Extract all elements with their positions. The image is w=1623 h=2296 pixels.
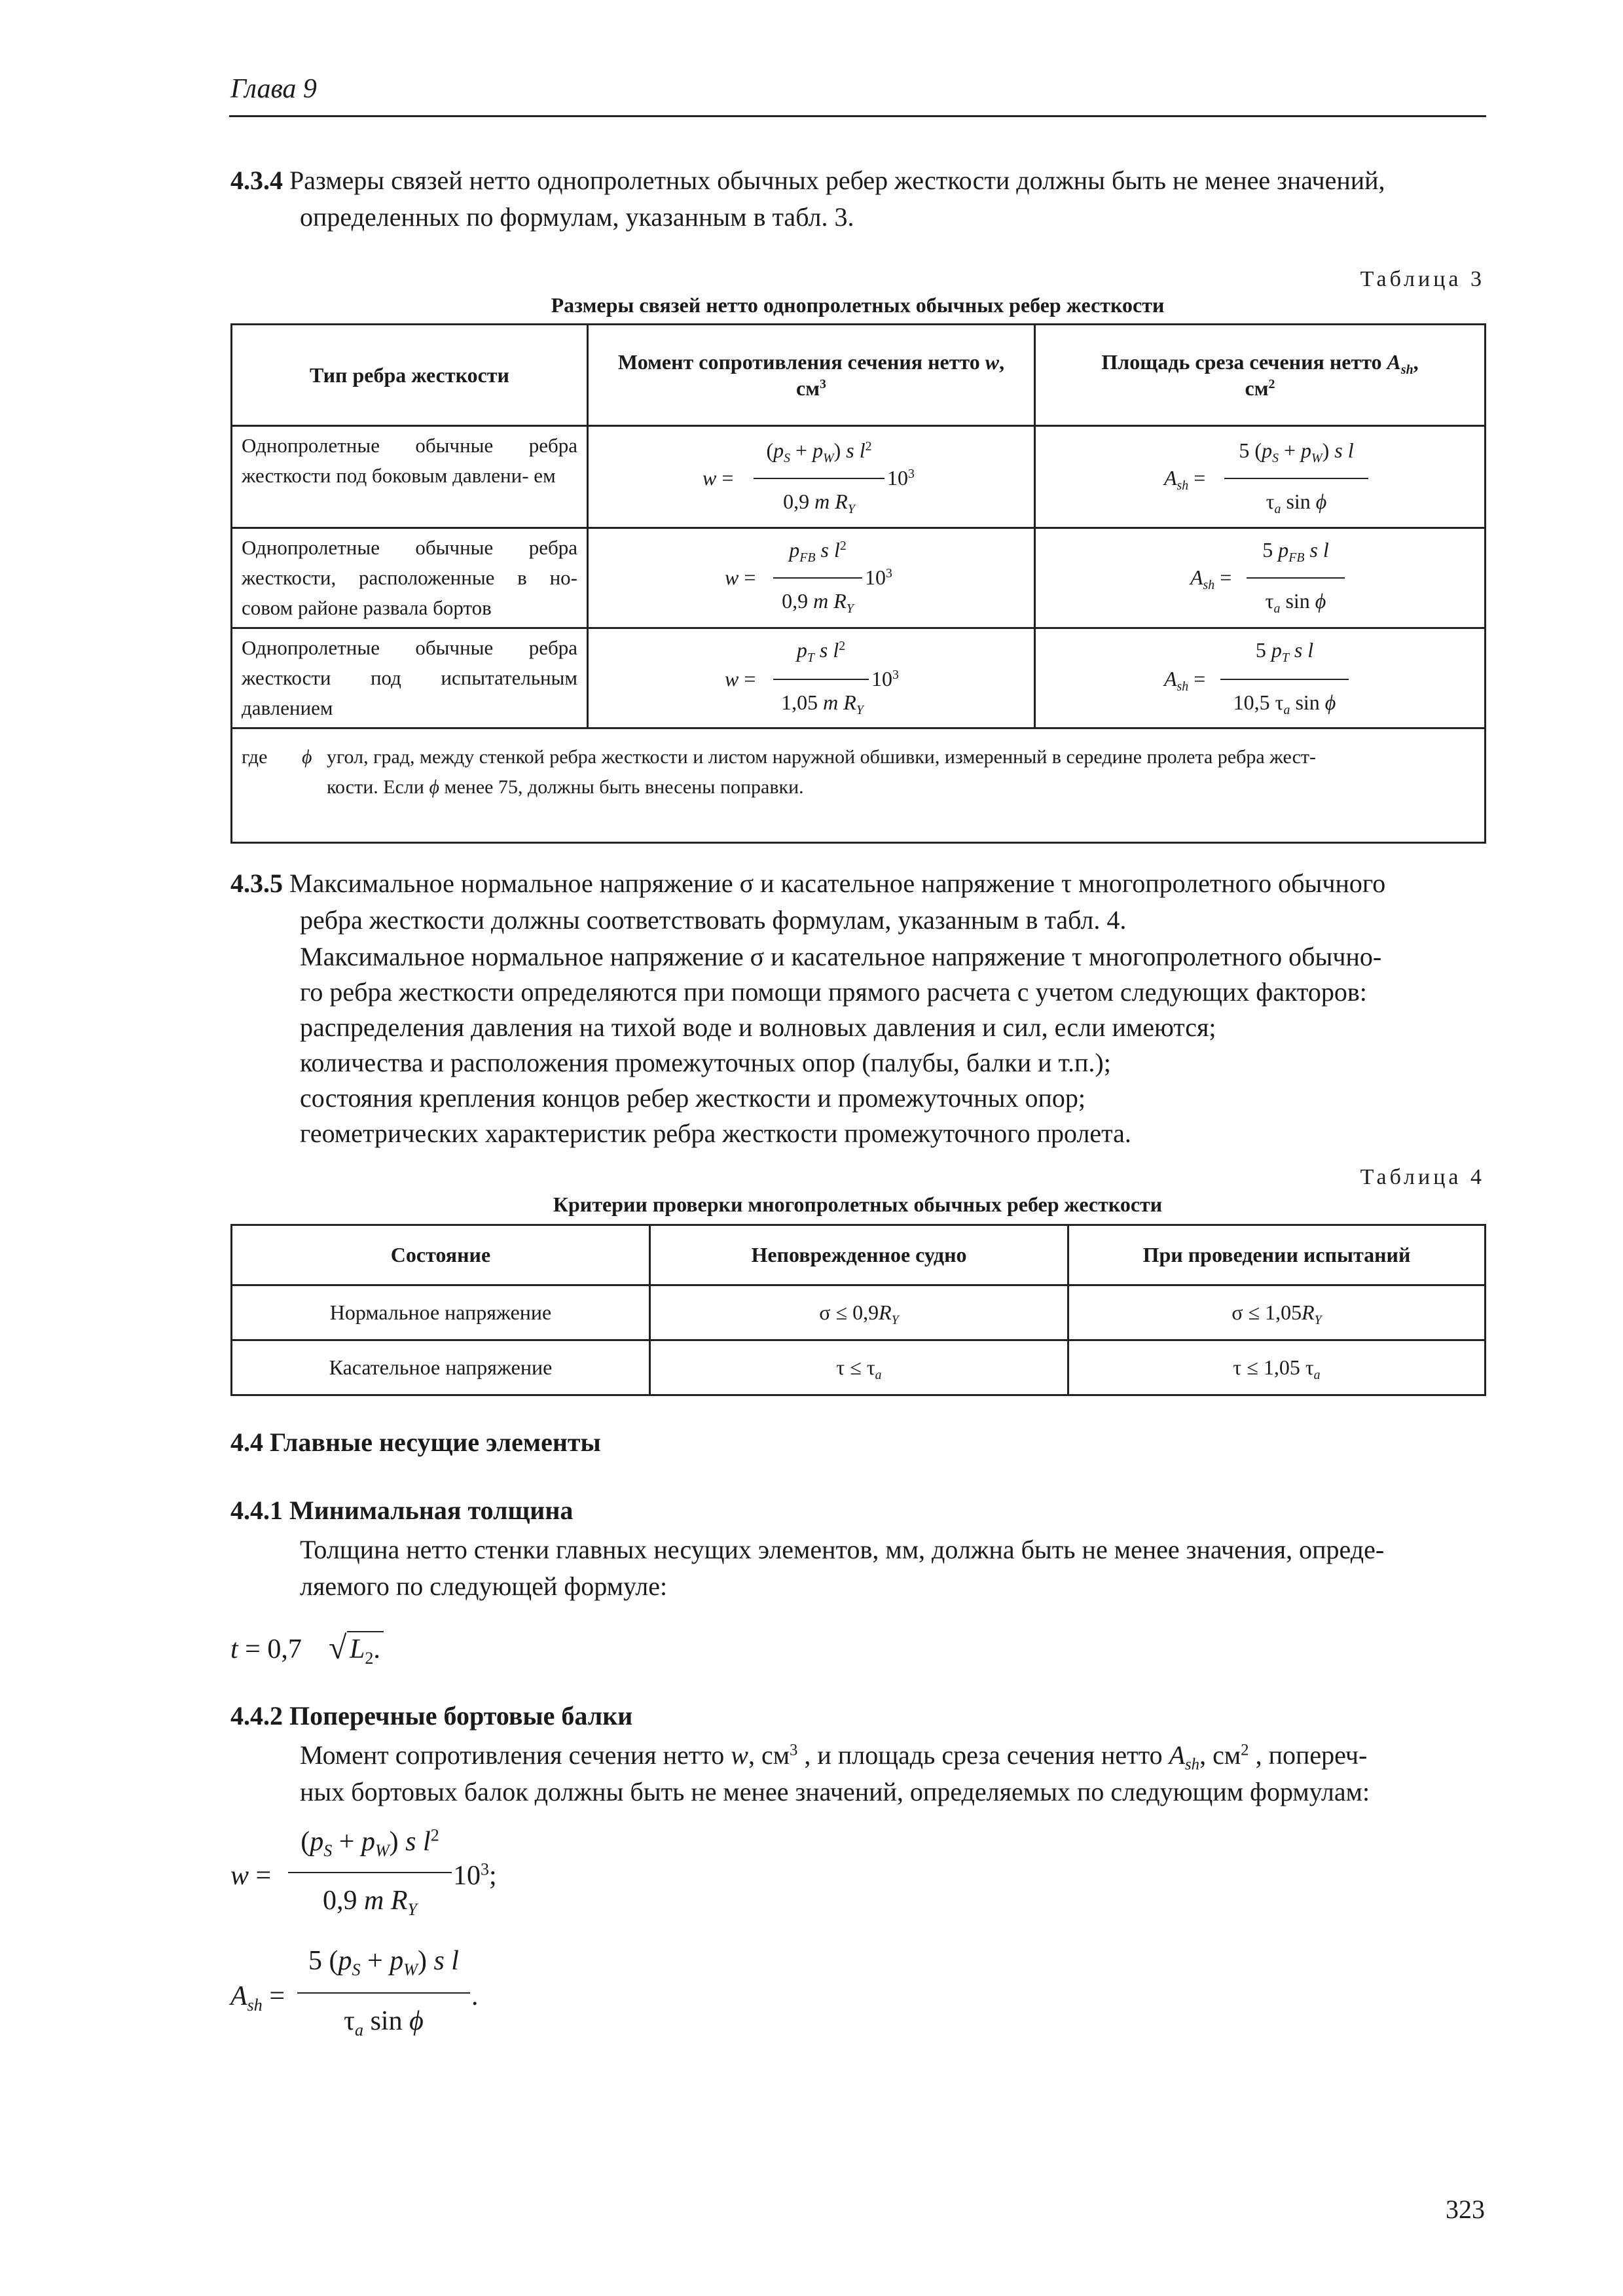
table3 — [230, 323, 1486, 844]
chapter-title: Глава 9 — [230, 74, 317, 104]
table3-row1-type: Однопролетные обычные ребра жесткости под боковым давлени- ем — [232, 426, 588, 528]
table4-header-test: При проведении испытаний — [1068, 1225, 1486, 1285]
table4-header-intact: Неповрежденное судно — [650, 1225, 1068, 1285]
table4-row1-test: $\sigma \le 1,05R_Y$ — [1068, 1285, 1486, 1340]
table3-note — [232, 728, 1486, 843]
table3-title: Размеры связей нетто однопролетных обычных ребер жесткости — [551, 293, 1165, 317]
section-435-line5: распределения давления на тихой воде и волновых давления и сил, если имеются; — [300, 1013, 1216, 1042]
section-435-line1: 4.3.5 Максимальное нормальное напряжение σ и касательное напряжение τ многопролетного обычного — [230, 869, 1386, 898]
section-435-line4: го ребра жесткости определяются при помощи прямого расчета с учетом следующих факторов: — [300, 977, 1367, 1007]
table3-row3-w-formula: w = $p_T$ s $l^2$ 1,05 m $R_Y$ $10^3$ — [588, 628, 1035, 728]
section-434-line1: 4.3.4 Размеры связей нетто однопролетных обычных ребер жесткости должны быть не менее значений, — [230, 166, 1385, 195]
table3-row2-ash-formula: $A_{sh}$ = 5 $p_{FB}$ s l $\tau_a$ sin ϕ — [1035, 528, 1486, 628]
section-442-line1: Момент сопротивления сечения нетто w, $см^3$ , и площадь среза сечения нетто $A_{sh}$, $см^2$ , попереч- — [300, 1740, 1368, 1774]
table4-row2-intact: $\tau \le \tau_a$ — [650, 1340, 1068, 1395]
section-441-line1: Толщина нетто стенки главных несущих элементов, мм, должна быть не менее значения, опреде- — [300, 1535, 1385, 1564]
table4-header-state: Состояние — [232, 1225, 650, 1285]
section-441-title: 4.4.1 Минимальная толщина — [230, 1496, 574, 1525]
page-number: 323 — [1446, 2195, 1485, 2224]
note-where: где — [242, 746, 268, 768]
table4-row2-test: τ ≤ 1,05 $\tau_a$ — [1068, 1340, 1486, 1395]
section-441-line2: ляемого по следующей формуле: — [300, 1571, 668, 1601]
section-44-title: 4.4 Главные несущие элементы — [230, 1427, 601, 1457]
table3-row1-ash-formula: $A_{sh}$ = 5 $(p_S + p_W)$ s l $\tau_a$ sin ϕ — [1035, 426, 1486, 528]
formula-ash-transverse: $A_{sh}$ = 5 $(p_S + p_W)$ s l $\tau_a$ sin ϕ . — [230, 1946, 479, 2040]
table4 — [230, 1224, 1486, 1396]
section-435-line2: ребра жесткости должны соответствовать формулам, указанным в табл. 4. — [300, 905, 1127, 935]
table4-row1-intact: $\sigma \le 0,9R_Y$ — [650, 1285, 1068, 1340]
table3-row2-w-formula: w = $p_{FB}$ s $l^2$ 0,9 m $R_Y$ $10^3$ — [588, 528, 1035, 628]
table4-row2-state: Касательное напряжение — [232, 1340, 650, 1395]
note-phi-symbol: ϕ — [302, 746, 312, 768]
section-435-number: 4.3.5 — [230, 869, 283, 898]
section-442-line2: ных бортовых балок должны быть не менее значений, определяемых по следующим формулам: — [300, 1777, 1370, 1806]
table4-caption: Таблица 4 — [1360, 1165, 1485, 1189]
note-text-line1: угол, град, между стенкой ребра жесткости и листом наружной обшивки, измеренный в середине пролета ребра жест- — [327, 746, 1316, 768]
section-435-line3: Максимальное нормальное напряжение σ и касательное напряжение τ многопролетного обычно- — [300, 942, 1382, 971]
table3-row2-type: Однопролетные обычные ребра жесткости, расположенные в но- совом районе развала бортов — [232, 528, 588, 628]
table3-row3-type: Однопролетные обычные ребра жесткости под испытательным давлением — [232, 628, 588, 728]
table3-caption: Таблица 3 — [1360, 267, 1485, 291]
table4-title: Критерии проверки многопролетных обычных ребер жесткости — [553, 1193, 1163, 1216]
section-434-number: 4.3.4 — [230, 166, 283, 195]
table4-row1-state: Нормальное напряжение — [232, 1285, 650, 1340]
header-rule — [229, 115, 1486, 117]
formula-t: t = 0,7 √ $L_2$. — [230, 1627, 427, 1679]
section-442-title: 4.4.2 Поперечные бортовые балки — [230, 1701, 633, 1731]
note-text-line2: кости. Если ϕ менее 75, должны быть внесены поправки. — [327, 776, 804, 798]
formula-w-transverse: w = $(p_S + p_W)$ s $l^2$ 0,9 m $R_Y$ $10^3$; — [230, 1825, 497, 1920]
table3-row1-w-formula: w = $(p_S + p_W)$ s $l^2$ 0,9 m $R_Y$ $10^3$ — [588, 426, 1035, 528]
table3-header-moment: Момент сопротивления сечения нетто w, $см^3$ — [588, 325, 1035, 426]
table3-row3-ash-formula: $A_{sh}$ = 5 $p_T$ s l 10,5 $\tau_a$ sin ϕ — [1035, 628, 1486, 728]
section-434-line2: определенных по формулам, указанным в табл. 3. — [300, 202, 854, 232]
section-435-line6: количества и расположения промежуточных опор (палубы, балки и т.п.); — [300, 1048, 1111, 1077]
section-435-line8: геометрических характеристик ребра жесткости промежуточного пролета. — [300, 1119, 1131, 1148]
section-435-line7: состояния крепления концов ребер жесткости и промежуточных опор; — [300, 1083, 1085, 1113]
table3-header-area: Площадь среза сечения нетто $A_{sh}$, $см^2$ — [1035, 325, 1486, 426]
table3-header-type: Тип ребра жесткости — [232, 325, 588, 426]
